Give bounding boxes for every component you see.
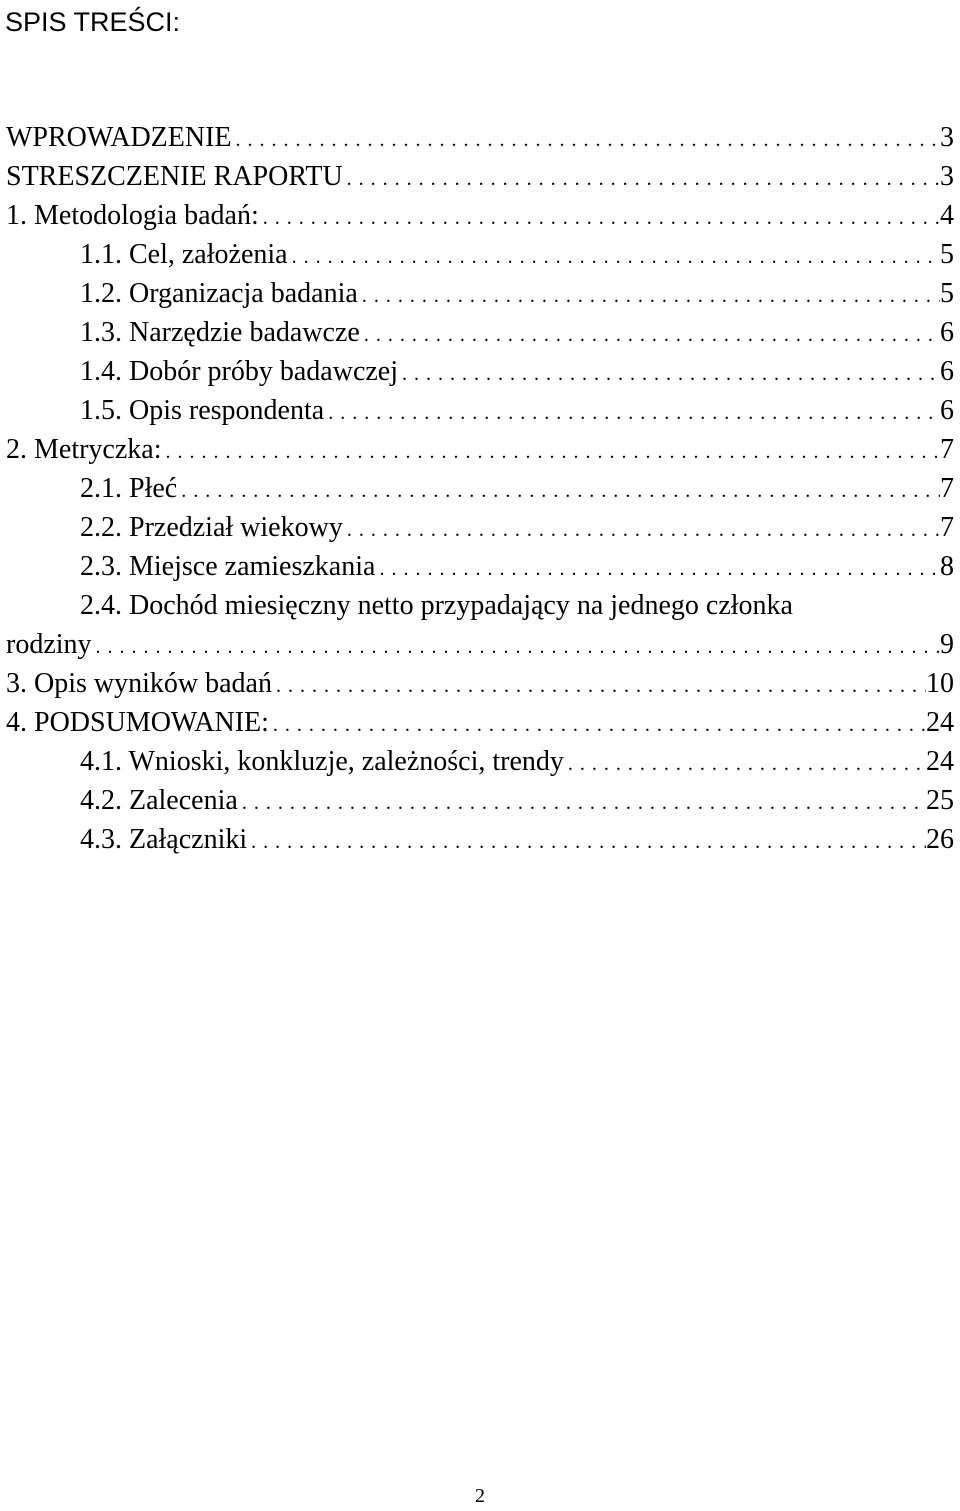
- dot-leader: [398, 352, 940, 394]
- toc-entry-podsumowanie[interactable]: [6, 703, 954, 742]
- toc-entry-4-2[interactable]: [6, 781, 954, 820]
- toc-entry-page: 7: [940, 434, 954, 465]
- toc-entry-page: 7: [940, 473, 954, 504]
- toc-entry-2-4-line2[interactable]: [6, 625, 954, 664]
- toc-entry-1-2[interactable]: [6, 274, 954, 313]
- dot-leader: [358, 274, 940, 316]
- toc-entry-1-5[interactable]: [6, 391, 954, 430]
- toc-entry-2-2[interactable]: [6, 508, 954, 547]
- toc-entry-1-4[interactable]: [6, 352, 954, 391]
- dot-leader: [375, 547, 940, 589]
- dot-leader: [564, 742, 926, 784]
- dot-leader: [360, 313, 940, 355]
- toc-entry-page: 25: [926, 785, 954, 816]
- toc-entry-label: 1.3. Narzędzie badawcze: [80, 317, 360, 348]
- toc-entry-1-1[interactable]: [6, 235, 954, 274]
- toc-entry-page: 9: [940, 629, 954, 660]
- toc-entry-label: WPROWADZENIE: [6, 122, 232, 153]
- toc-entry-label: 4.3. Załączniki: [80, 824, 248, 855]
- toc-entry-wprowadzenie[interactable]: [6, 118, 954, 157]
- toc-entry-page: 26: [926, 824, 954, 855]
- dot-leader: [269, 703, 926, 745]
- toc-entry-streszczenie[interactable]: [6, 157, 954, 196]
- toc-entry-page: 24: [926, 707, 954, 738]
- toc-entry-4-1[interactable]: [6, 742, 954, 781]
- toc-entry-label: 3. Opis wyników badań: [6, 668, 272, 699]
- dot-leader: [232, 118, 940, 160]
- toc-entry-label: rodziny: [6, 629, 92, 660]
- toc-entry-label: 1.4. Dobór próby badawczej: [80, 356, 399, 387]
- toc-entry-label: 2.1. Płeć: [80, 473, 178, 504]
- toc-entry-page: 5: [940, 278, 954, 309]
- page-number: 2: [475, 1485, 485, 1507]
- toc-entry-1-3[interactable]: [6, 313, 954, 352]
- dot-leader: [288, 235, 940, 277]
- toc-entry-label: STRESZCZENIE RAPORTU: [6, 161, 343, 192]
- toc-entry-label: 1.5. Opis respondenta: [80, 395, 325, 426]
- dot-leader: [272, 664, 926, 706]
- toc-entry-2-3[interactable]: [6, 547, 954, 586]
- toc-entry-2-1[interactable]: [6, 469, 954, 508]
- toc-entry-label: 4.2. Zalecenia: [80, 785, 238, 816]
- toc-entry-label: 2.3. Miejsce zamieszkania: [80, 551, 376, 582]
- toc-entry-2-4-line1[interactable]: 2.4. Dochód miesięczny netto przypadający na jednego członka: [80, 590, 793, 621]
- toc-entry-page: 4: [940, 200, 954, 231]
- toc-entry-page: 6: [940, 395, 954, 426]
- toc-entry-page: 3: [940, 122, 954, 153]
- toc-entry-page: 10: [926, 668, 954, 699]
- dot-leader: [162, 430, 941, 472]
- dot-leader: [238, 781, 926, 823]
- dot-leader: [343, 508, 940, 550]
- toc-entry-page: 6: [940, 356, 954, 387]
- toc-entry-page: 8: [940, 551, 954, 582]
- toc-entry-label: 4. PODSUMOWANIE:: [6, 707, 269, 738]
- toc-heading: SPIS TREŚCI:: [5, 7, 181, 37]
- toc-entry-label: 1.2. Organizacja badania: [80, 278, 358, 309]
- toc-entry-page: 5: [940, 239, 954, 270]
- dot-leader: [259, 196, 940, 238]
- toc-entry-metryczka[interactable]: [6, 430, 954, 469]
- toc-entry-opis-wynikow[interactable]: [6, 664, 954, 703]
- toc-entry-page: 24: [926, 746, 954, 777]
- dot-leader: [247, 820, 926, 862]
- dot-leader: [177, 469, 940, 511]
- toc-entry-page: 6: [940, 317, 954, 348]
- toc-entry-label: 1. Metodologia badań:: [6, 200, 259, 231]
- toc-entry-metodologia[interactable]: [6, 196, 954, 235]
- dot-leader: [324, 391, 940, 433]
- toc-entry-page: 3: [940, 161, 954, 192]
- toc-entry-label: 2. Metryczka:: [6, 434, 162, 465]
- dot-leader: [92, 625, 940, 667]
- toc-entry-label: 2.2. Przedział wiekowy: [80, 512, 343, 543]
- table-of-contents: [6, 118, 954, 859]
- toc-entry-label: 4.1. Wnioski, konkluzje, zależności, trendy: [80, 746, 564, 777]
- toc-entry-label: 1.1. Cel, założenia: [80, 239, 288, 270]
- dot-leader: [343, 157, 940, 199]
- toc-entry-4-3[interactable]: [6, 820, 954, 859]
- toc-entry-page: 7: [940, 512, 954, 543]
